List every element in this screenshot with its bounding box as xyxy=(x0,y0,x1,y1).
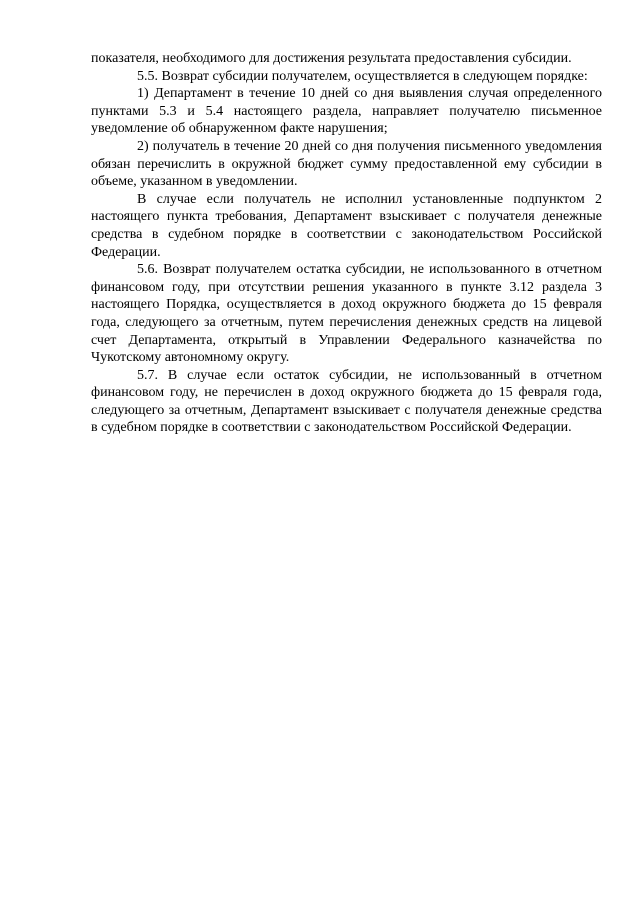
paragraph-5-6: 5.6. Возврат получателем остатка субсидии, не использованного в отчетном финансовом году, при отсутствии решения указанного в пункте 3.12 раздела 3 настоящего Порядка, осуществляется в доход окружного бюджета до 15 февраля года, следующего за отчетным, путем перечисления денежных средств на лицевой счет Департамента, открытый в Управлении Федерального казначейства по Чукотскому автономному округу. xyxy=(91,262,602,366)
paragraph-continuation: показателя, необходимого для достижения результата предоставления субсидии. xyxy=(91,51,572,66)
paragraph-5-5-item-1: 1) Департамент в течение 10 дней со дня выявления случая определенного пунктами 5.3 и 5.4 настоящего раздела, направляет получателю письменное уведомление об обнаруженном факте нарушения; xyxy=(91,86,602,137)
paragraph-5-5-item-2: 2) получатель в течение 20 дней со дня получения письменного уведомления обязан перечислить в окружной бюджет сумму предоставленной ему субсидии в объеме, указанном в уведомлении. xyxy=(91,138,602,190)
paragraph-5-5: 5.5. Возврат субсидии получателем, осуществляется в следующем порядке: xyxy=(137,68,588,84)
paragraph-non-compliance: В случае если получатель не исполнил установленные подпунктом 2 настоящего пункта требования, Департамент взыскивает с получателя денежные средства в судебном порядке в соответствии с законодательством Российской Федерации. xyxy=(91,191,602,260)
document-body xyxy=(91,50,602,437)
paragraph-5-7: 5.7. В случае если остаток субсидии, не использованный в отчетном финансовом году, не перечислен в доход окружного бюджета до 15 февраля года, следующего за отчетным, Департамент взыскивает с получателя денежные средства в судебном порядке в соответствии с законодательством Российской Федерации. xyxy=(91,367,602,436)
